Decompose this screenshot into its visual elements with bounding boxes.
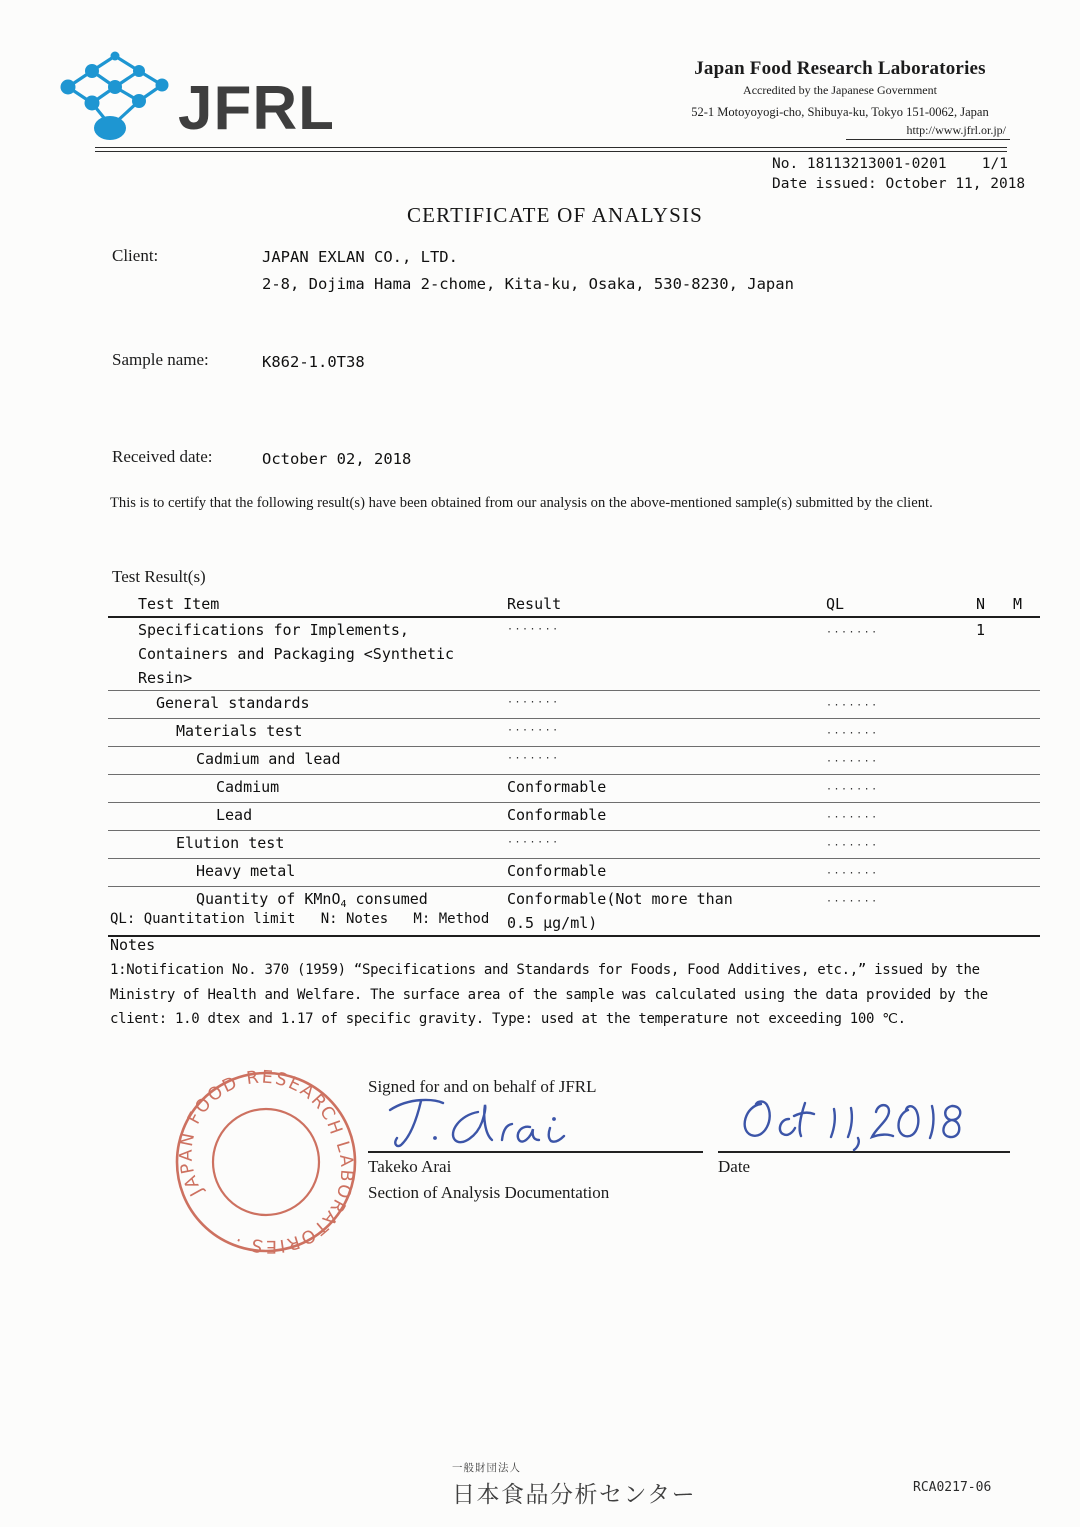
notes-heading: Notes [110,936,156,954]
test-item-cell: Quantity of KMnO$_4$ consumed [196,890,428,910]
signer-section: Section of Analysis Documentation [368,1183,610,1202]
table-row [108,775,1040,803]
notes-body: 1:Notification No. 370 (1959) “Specifications and Standards for Foods, Food Additives, etc.,” issued by the Ministry of Health and Welfare. The surface area of the sample was calculated using the data provided by the client: 1.0 dtex and 1.17 of specific gravity. Type: used at the temperature not exceeding 100 ℃. [110,962,988,1027]
received-date-value: October 02, 2018 [262,450,412,468]
m-cell [1006,691,1040,718]
test-item-cell: Materials test [176,722,303,740]
header-double-rule [95,147,1007,152]
result-cell: ······· [507,725,560,736]
ql-cell: ······· [826,700,879,711]
table-row [108,859,1040,887]
jfrl-brand-text: JFRL [178,74,332,143]
jfrl-round-stamp [170,1066,362,1263]
ql-cell: ······· [826,728,879,739]
stamp-text: JAPAN FOOD RESEARCH LABORATORIES · [176,1067,357,1256]
table-row [108,831,1040,859]
n-cell [946,747,1006,774]
col-m: M [1013,595,1023,613]
document-code: RCA0217-06 [913,1480,992,1495]
page-title: CERTIFICATE OF ANALYSIS [406,203,704,227]
col-result: Result [507,595,562,613]
test-item-cell: General standards [156,694,310,712]
table-row [108,719,1040,747]
ql-cell: ······· [826,756,879,767]
footer-org-type: 一般財団法人 [452,1463,521,1474]
test-item-cell: Specifications for Implements, Containers and Packaging <Synthetic Resin> [138,621,455,687]
jfrl-logo [52,44,332,144]
org-header-block [670,58,1010,140]
date-label: Date [718,1157,751,1176]
date-ink-icon [730,1090,970,1154]
n-cell: 1 [976,621,986,639]
ql-cell: ······· [826,896,879,907]
m-cell [1006,747,1040,774]
org-accreditation: Accredited by the Japanese Government [743,83,937,97]
ql-cell: ······· [826,784,879,795]
ql-cell: ······· [826,627,879,638]
table-row [108,691,1040,719]
ql-cell: ······· [826,812,879,823]
n-cell [946,831,1006,858]
org-url: http://www.jfrl.or.jp/ [670,123,1010,140]
date-issued: Date issued: October 11, 2018 [772,176,1026,192]
result-cell: Conformable [507,862,607,880]
m-cell [1006,831,1040,858]
footer-org-logo [452,1460,696,1509]
jfrl-molecule-icon [52,44,332,144]
signature-line [368,1151,703,1153]
report-number: No. 18113213001-0201 [772,156,947,172]
result-cell: ······· [507,753,560,764]
result-cell: Conformable(Not more than 0.5 μg/ml) [507,890,733,932]
n-cell [946,803,1006,830]
test-item-cell: Lead [216,806,253,824]
result-cell: Conformable [507,778,607,796]
col-n: N [976,595,986,613]
table-row [108,803,1040,831]
n-cell [946,887,1006,935]
received-date-label: Received date: [112,447,213,466]
results-header-row [108,592,1040,618]
test-item-cell: Cadmium and lead [196,750,341,768]
test-item-cell: Heavy metal [196,862,296,880]
signed-for-text: Signed for and on behalf of JFRL [368,1077,597,1096]
sample-name-label: Sample name: [112,350,209,369]
result-cell: ······· [507,837,560,848]
page-number: 1/1 [981,156,1008,172]
table-row [108,618,1040,691]
col-ql: QL [826,595,845,613]
n-cell [946,775,1006,802]
client-label: Client: [112,246,159,265]
result-cell: Conformable [507,806,607,824]
certification-statement: This is to certify that the following result(s) have been obtained from our analysis on the above-mentioned sample(s) submitted by the client. [110,495,933,511]
results-table [108,592,1040,937]
stamp-icon [170,1066,362,1258]
ql-cell: ······· [826,868,879,879]
n-cell [946,719,1006,746]
client-name: JAPAN EXLAN CO., LTD. [262,248,458,266]
signer-name: Takeko Arai [368,1157,452,1176]
result-cell: ······· [507,697,560,708]
org-address: 52-1 Motoyoyogi-cho, Shibuya-ku, Tokyo 151-0062, Japan [691,105,989,119]
ql-cell: ······· [826,840,879,851]
table-row [108,747,1040,775]
m-cell [1006,803,1040,830]
signature-ink-icon [382,1092,592,1156]
handwritten-date [730,1090,970,1159]
footer-org-name-jp: 日本食品分析センター [452,1482,697,1508]
col-test-item: Test Item [138,595,220,613]
m-cell [1006,859,1040,886]
client-value [262,244,794,298]
test-item-cell: Cadmium [216,778,280,796]
client-address: 2-8, Dojima Hama 2-chome, Kita-ku, Osaka, 530-8230, Japan [262,275,794,293]
sample-name-value: K862-1.0T38 [262,353,365,371]
m-cell [1006,719,1040,746]
test-item-cell: Elution test [176,834,285,852]
m-cell [1006,887,1040,935]
m-cell [1006,618,1040,690]
m-cell [1006,775,1040,802]
test-results-heading: Test Result(s) [112,567,206,586]
svg-text:JAPAN FOOD RESEARCH LABORATORI [177,1068,357,1256]
results-rows [108,618,1040,937]
result-cell: ······· [507,624,560,635]
n-cell [946,859,1006,886]
table-legend: QL: Quantitation limit N: Notes M: Method [110,911,490,927]
n-cell [946,691,1006,718]
report-meta [772,156,1026,192]
org-name: Japan Food Research Laboratories [694,58,986,79]
